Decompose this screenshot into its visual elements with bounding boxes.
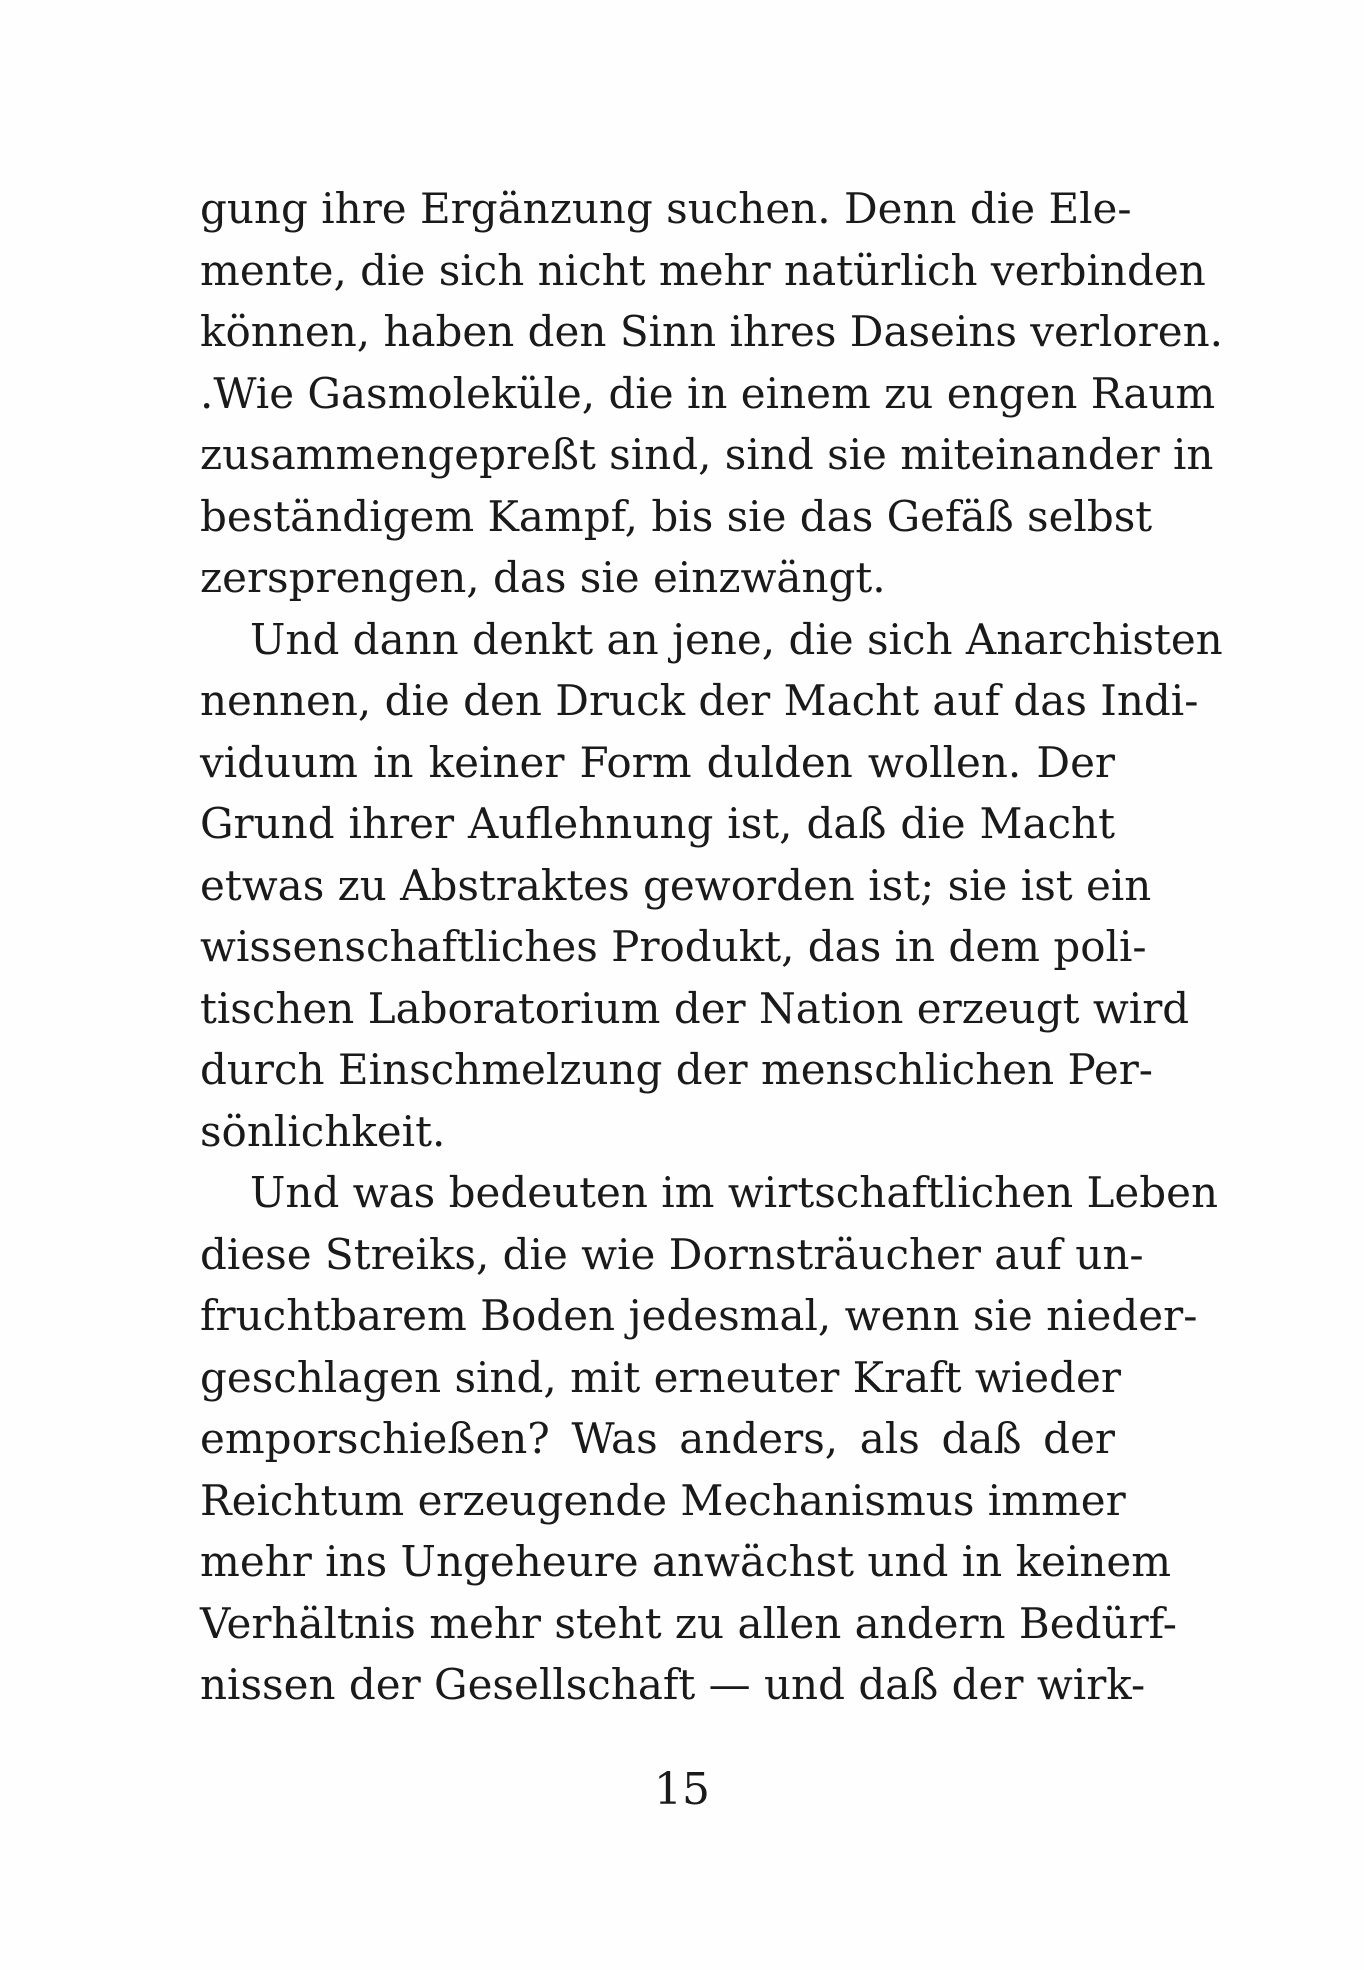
text-line: fruchtbarem Boden jedesmal, wenn sie nieder- [200,1291,1198,1340]
text-line: nissen der Gesellschaft — und daß der wirk- [200,1660,1146,1709]
text-line: geschlagen sind, mit erneuter Kraft wieder [200,1352,1121,1402]
text-line: wissenschaftliches Produkt, das in dem poli- [200,922,1147,971]
text-line: beständigem Kampf, bis sie das Gefäß selbst [200,491,1153,541]
text-line: Verhältnis mehr steht zu allen andern Bedürf- [200,1598,1177,1648]
text-line: mente, die sich nicht mehr natürlich verbinden [200,245,1206,295]
text-line: Reichtum erzeugende Mechanismus immer [200,1475,1126,1525]
text-line: durch Einschmelzung der menschlichen Per- [200,1045,1153,1094]
text-line: emporschießen? Was anders, als daß der [200,1414,1115,1463]
text-line: zersprengen, das sie einzwängt. [200,553,886,602]
body-text [200,178,1224,1716]
text-line: .Wie Gasmoleküle, die in einem zu engen Raum [200,368,1216,418]
text-line: sönlichkeit. [200,1106,446,1156]
text-line: Und was bedeuten im wirtschaftlichen Leben [250,1168,1219,1217]
text-line: gung ihre Ergänzung suchen. Denn die Ele- [200,184,1132,233]
text-line: nennen, die den Druck der Macht auf das Indi- [200,676,1199,725]
text-line: Grund ihrer Auflehnung ist, daß die Macht [200,799,1115,848]
text-line: etwas zu Abstraktes geworden ist; sie ist ein [200,860,1152,910]
text-line: tischen Laboratorium der Nation erzeugt wird [200,983,1190,1033]
text-line: mehr ins Ungeheure anwächst und in keinem [200,1537,1172,1586]
page-number: 15 [654,1764,710,1815]
text-line: diese Streiks, die wie Dornsträucher auf un- [200,1229,1144,1279]
text-line: können, haben den Sinn ihres Daseins verloren. [200,307,1224,356]
text-line: viduum in keiner Form dulden wollen. Der [200,737,1115,787]
text-line: zusammengepreßt sind, sind sie miteinander in [200,430,1214,479]
text-line: Und dann denkt an jene, die sich Anarchisten [250,614,1223,664]
